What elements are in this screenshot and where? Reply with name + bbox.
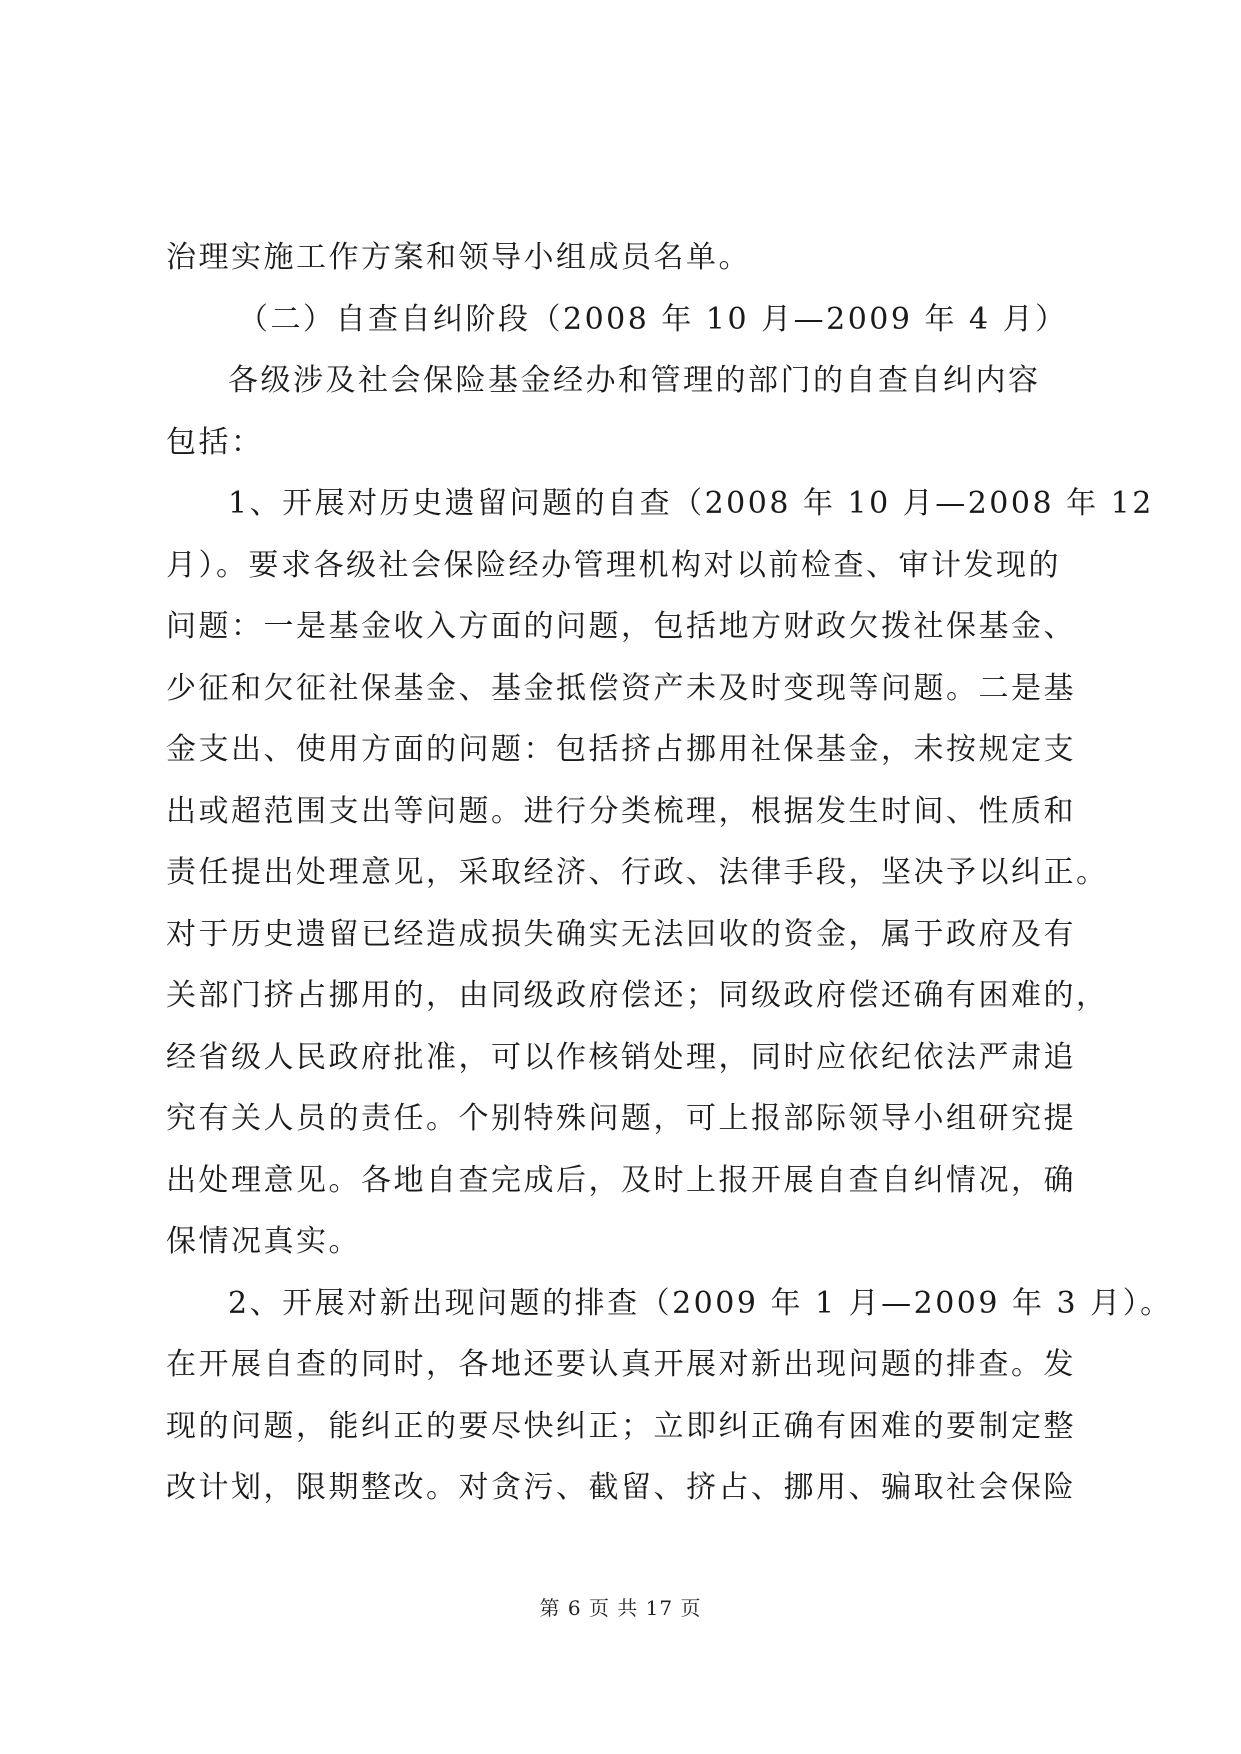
text-line: 在开展自查的同时，各地还要认真开展对新出现问题的排查。发 [166,1347,1076,1382]
text-line: 出或超范围支出等问题。进行分类梳理，根据发生时间、性质和 [166,793,1076,829]
text-line: 关部门挤占挪用的，由同级政府偿还；同级政府偿还确有困难的， [166,978,1109,1013]
text-line: 出处理意见。各地自查完成后，及时上报开展自查自纠情况，确 [166,1162,1076,1198]
text-line: 经省级人民政府批准，可以作核销处理，同时应依纪依法严肃追 [166,1039,1076,1075]
text-line: 少征和欠征社保基金、基金抵偿资产未及时变现等问题。二是基 [166,670,1076,706]
section-heading: （二）自查自纠阶段（2008 年 10 月—2009 年 4 月） [238,301,1068,337]
text-line: 各级涉及社会保险基金经办和管理的部门的自查自纠内容 [228,363,1041,398]
text-line: 治理实施工作方案和领导小组成员名单。 [166,240,751,275]
text-line: 现的问题，能纠正的要尽快纠正；立即纠正确有困难的要制定整 [166,1408,1076,1444]
text-line: 问题：一是基金收入方面的问题，包括地方财政欠拨社保基金、 [166,609,1076,644]
text-line: 对于历史遗留已经造成损失确实无法回收的资金，属于政府及有 [166,916,1076,952]
page-number-footer: 第 6 页 共 17 页 [539,1596,702,1620]
text-line: 保情况真实。 [166,1224,361,1259]
text-line: 改计划，限期整改。对贪污、截留、挤占、挪用、骗取社会保险 [166,1470,1076,1505]
text-line: 金支出、使用方面的问题：包括挤占挪用社保基金，未按规定支 [166,732,1076,767]
text-line: 究有关人员的责任。个别特殊问题，可上报部际领导小组研究提 [166,1101,1076,1136]
text-line: 2、开展对新出现问题的排查（2009 年 1 月—2009 年 3 月）。 [228,1285,1173,1321]
text-line: 月）。要求各级社会保险经办管理机构对以前检查、审计发现的 [166,547,1061,583]
text-line: 1、开展对历史遗留问题的自查（2008 年 10 月—2008 年 12 [228,486,1154,521]
text-line: 包括： [166,424,264,460]
text-line: 责任提出处理意见，采取经济、行政、法律手段，坚决予以纠正。 [166,855,1109,890]
document-body [166,227,1173,1519]
